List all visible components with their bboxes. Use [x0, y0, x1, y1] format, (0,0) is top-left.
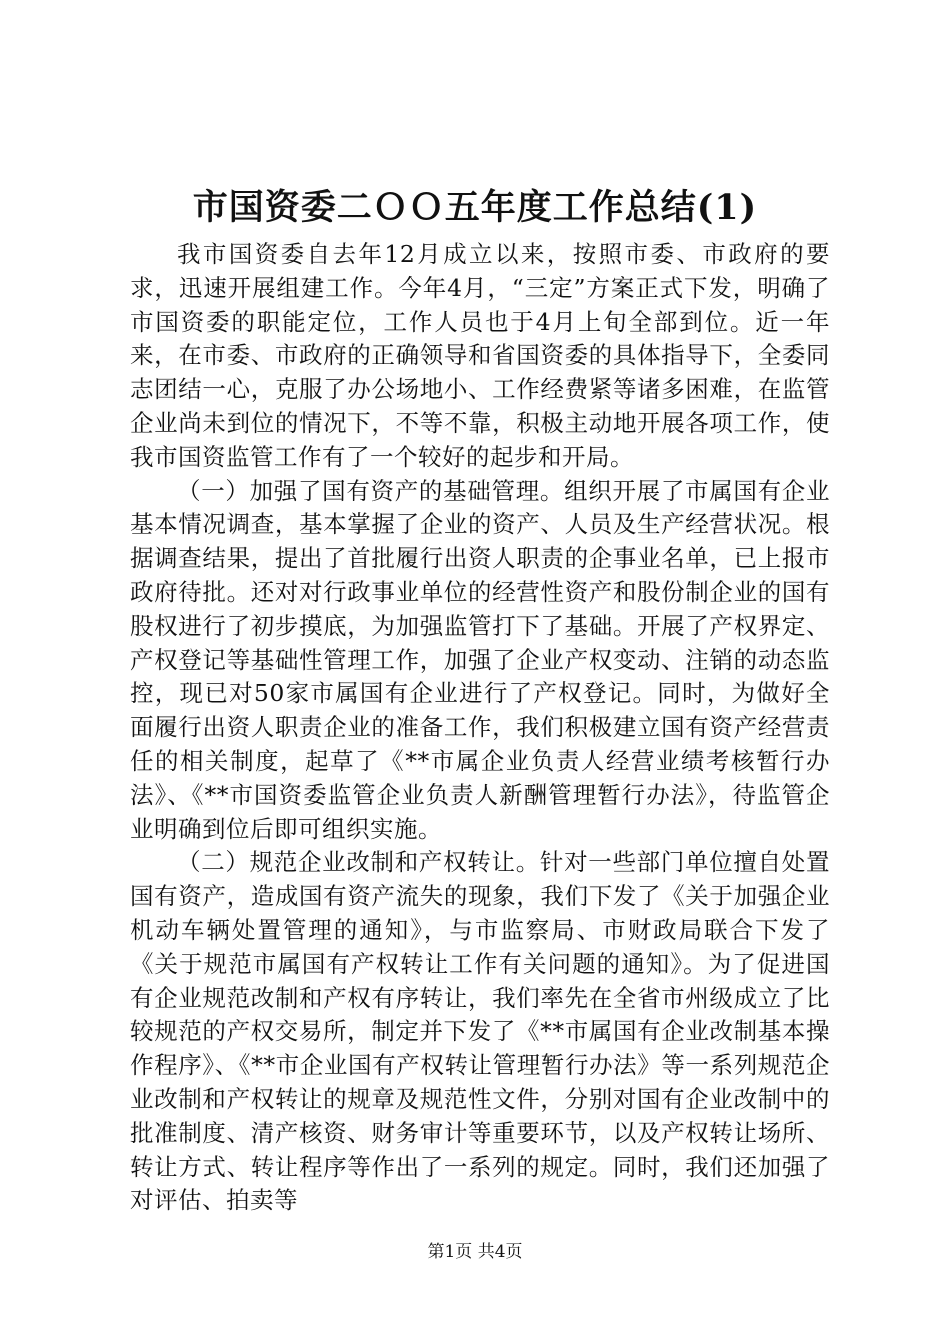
document-title: 市国资委二ＯＯ五年度工作总结(1): [192, 187, 758, 228]
paragraph-intro: 我市国资委自去年12月成立以来，按照市委、市政府的要求，迅速开展组建工作。今年4月，“三定”方案正式下发，明确了市国资委的职能定位，工作人员也于4月上旬全部到位。近一年来，在市委、市政府的正确领导和省国资委的具体指导下，全委同志团结一心，克服了办公场地小、工作经费紧等诸多困难，在监管企业尚未到位的情况下，不等不靠，积极主动地开展各项工作，使我市国资监管工作有了一个较好的起步和开局。: [130, 240, 830, 471]
paragraph-section-2: （二）规范企业改制和产权转让。针对一些部门单位擅自处置国有资产，造成国有资产流失的现象，我们下发了《关于加强企业机动车辆处置管理的通知》，与市监察局、市财政局联合下发了《关于规范市属国有产权转让工作有关问题的通知》。为了促进国有企业规范改制和产权有序转让，我们率先在全省市州级成立了比较规范的产权交易所，制定并下发了《**市属国有企业改制基本操作程序》、《**市企业国有产权转让管理暂行办法》等一系列规范企业改制和产权转让的规章及规范性文件，分别对国有企业改制中的批准制度、清产核资、财务审计等重要环节，以及产权转让场所、转让方式、转让程序等作出了一系列的规定。同时，我们还加强了对评估、拍卖等: [130, 848, 830, 1215]
page-number-footer: 第1页 共4页: [427, 1242, 523, 1262]
paragraph-section-1: （一）加强了国有资产的基础管理。组织开展了市属国有企业基本情况调查，基本掌握了企业的资产、人员及生产经营状况。根据调查结果，提出了首批履行出资人职责的企事业名单，已上报市政府待批。还对对行政事业单位的经营性资产和股份制企业的国有股权进行了初步摸底，为加强监管打下了基础。开展了产权界定、产权登记等基础性管理工作，加强了企业产权变动、注销的动态监控，现已对50家市属国有企业进行了产权登记。同时，为做好全面履行出资人职责企业的准备工作，我们积极建立国有资产经营责任的相关制度，起草了《**市属企业负责人经营业绩考核暂行办法》、《**市国资委监管企业负责人新酬管理暂行办法》，待监管企业明确到位后即可组织实施。: [130, 476, 830, 843]
document-body: [130, 238, 830, 1218]
